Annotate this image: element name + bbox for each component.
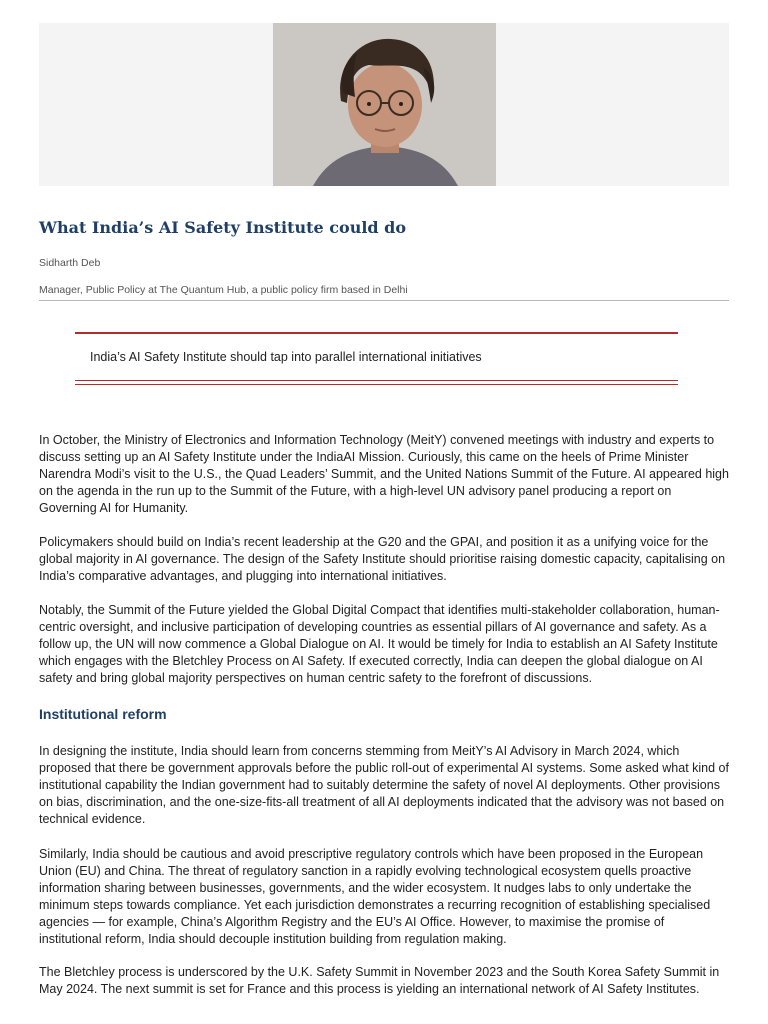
paragraph-1: In October, the Ministry of Electronics and Information Technology (MeitY) convened meetings with industry and experts to discuss setting up an AI Safety Institute under the IndiaAI Mission. Curiously, this came on the heels of Prime Minister Narendra Modi’s visit to the U.S., the Quad Leaders’ Summit, and the United Nations Summit of the Future. AI appeared high on the agenda in the run up to the Summit of the Future, with a high-level UN advisory panel producing a report on Governing AI for Humanity. (39, 433, 729, 515)
pull-quote: India’s AI Safety Institute should tap into parallel international initiatives (90, 350, 482, 364)
article-title: What India’s AI Safety Institute could do (39, 218, 407, 237)
author-role: Manager, Public Policy at The Quantum Hub, a public policy firm based in Delhi (39, 284, 408, 296)
author-name[interactable]: Sidharth Deb (39, 257, 101, 269)
author-portrait-illustration (273, 23, 496, 186)
paragraph-2: Policymakers should build on India’s recent leadership at the G20 and the GPAI, and position it as a unifying voice for the global majority in AI governance. The design of the Safety Institute should prioritise raising domestic capacity, capitalising on India’s comparative advantages, and plugging into international initiatives. (39, 535, 726, 583)
pull-quote-bottom-rule (75, 380, 678, 381)
divider (39, 300, 729, 301)
pull-quote-bottom-rule-2 (75, 384, 678, 385)
section-heading: Institutional reform (39, 706, 167, 722)
hero-image-area (39, 23, 729, 186)
paragraph-4: In designing the institute, India should learn from concerns stemming from MeitY’s AI Advisory in March 2024, which proposed that there be government approvals before the public roll-out of experimental AI systems. Some asked what kind of institutional capability the Indian government had to suitably determine the safety of novel AI deployments. Other provisions on bias, discrimination, and the one-size-fits-all treatment of all AI deployments indicated that the advisory was not based on technical evidence. (39, 744, 729, 826)
paragraph-5: Similarly, India should be cautious and avoid prescriptive regulatory controls which have been proposed in the European Union (EU) and China. The threat of regulatory sanction in a rapidly evolving technological ecosystem quells proactive information sharing between businesses, governments, and the wider ecosystem. It nudges labs to only undertake the minimum steps towards compliance. Yet each jurisdiction demonstrates a recurring recognition of establishing specialised agencies — for example, China’s Algorithm Registry and the EU’s AI Office. However, to maximise the promise of institutional reform, India should decouple institution building from regulation making. (39, 847, 711, 946)
author-photo (273, 23, 496, 186)
paragraph-3: Notably, the Summit of the Future yielded the Global Digital Compact that identifies multi-stakeholder collaboration, human-centric oversight, and inclusive participation of developing countries as essential pillars of AI governance and safety. As a follow up, the UN will now commence a Global Dialogue on AI. It would be timely for India to establish an AI Safety Institute which engages with the Bletchley Process on AI Safety. If executed correctly, India can deepen the global dialogue on AI safety and bring global majority perspectives on human centric safety to the forefront of discussions. (39, 603, 720, 685)
pull-quote-top-rule (75, 332, 678, 334)
paragraph-6: The Bletchley process is underscored by the U.K. Safety Summit in November 2023 and the South Korea Safety Summit in May 2024. The next summit is set for France and this process is yielding an international network of AI Safety Institutes. (39, 965, 720, 996)
